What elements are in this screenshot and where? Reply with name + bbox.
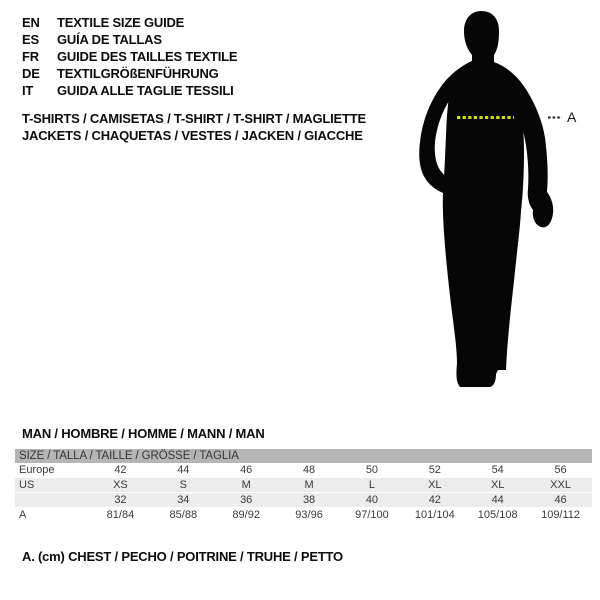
size-cell: S [179,479,187,491]
size-cell: M [241,479,251,491]
language-row [22,31,237,48]
size-cell: 81/84 [106,509,135,521]
row-label [15,493,89,508]
size-cell: 85/88 [169,509,198,521]
size-cell: 36 [240,494,253,506]
size-cell: 44 [491,494,504,506]
language-code: ES [22,32,39,47]
size-cell: 46 [554,494,567,506]
size-cell: XL [428,479,442,491]
measure-label-a: A [567,109,577,125]
language-row [22,82,237,99]
language-row [22,48,237,65]
table-row-europe [15,463,592,478]
size-cell: 44 [177,464,190,476]
size-cell: 38 [302,494,316,506]
man-silhouette-figure [400,0,580,400]
size-cell: 50 [365,464,379,476]
size-cell: 56 [554,464,567,476]
language-list [22,14,237,99]
size-cell: XL [490,479,505,491]
size-cell: XXL [550,479,571,491]
table-row-us-numbers [15,493,592,508]
language-row [22,14,237,31]
footnote-chest: A. (cm) CHEST / PECHO / POITRINE / TRUHE / PETTO [22,549,343,564]
size-cell: 109/112 [541,509,581,521]
language-title: TEXTILGRÖßENFÜHRUNG [57,66,219,81]
row-label: A [19,509,27,521]
table-row-chest-a [15,508,592,523]
size-cell: 105/108 [477,509,518,521]
language-code: EN [22,15,40,30]
size-cell: 46 [240,464,253,476]
size-cell: 42 [114,464,127,476]
size-table [15,449,592,523]
language-row [22,65,237,82]
man-body-shape [443,11,524,387]
row-label: Europe [19,464,55,476]
size-cell: 42 [428,494,441,506]
category-line-jackets: JACKETS / CHAQUETAS / VESTES / JACKEN / GIACCHE [22,128,363,143]
size-cell: 54 [491,464,504,476]
man-silhouette-graphic [400,0,580,400]
language-code: FR [22,49,39,64]
language-title: GUÍA DE TALLAS [57,32,162,47]
row-label: US [19,479,35,491]
size-table-header: SIZE / TALLA / TAILLE / GRÖSSE / TAGLIA [15,449,592,463]
size-cell: 89/92 [232,509,260,521]
size-cell: 52 [428,464,441,476]
size-cell: 32 [114,494,127,506]
size-cell: 34 [177,494,190,506]
size-cell: XS [113,479,128,491]
language-title: GUIDA ALLE TAGLIE TESSILI [57,83,234,98]
size-cell: 97/100 [355,509,389,521]
size-cell: 40 [365,494,379,506]
category-line-tshirts: T-SHIRTS / CAMISETAS / T-SHIRT / T-SHIRT / MAGLIETTE [22,111,366,126]
table-row-us-letters [15,478,592,493]
language-title: TEXTILE SIZE GUIDE [57,15,185,30]
category-lines [22,110,366,144]
language-code: DE [22,66,40,81]
language-title: GUIDE DES TAILLES TEXTILE [57,49,238,64]
language-code: IT [22,83,34,98]
section-heading-man: MAN / HOMBRE / HOMME / MANN / MAN [22,426,265,441]
size-cell: 48 [302,464,316,476]
size-cell: M [304,479,314,491]
size-cell: 93/96 [295,509,323,521]
size-cell: 101/104 [414,509,455,521]
size-cell: L [368,479,375,491]
